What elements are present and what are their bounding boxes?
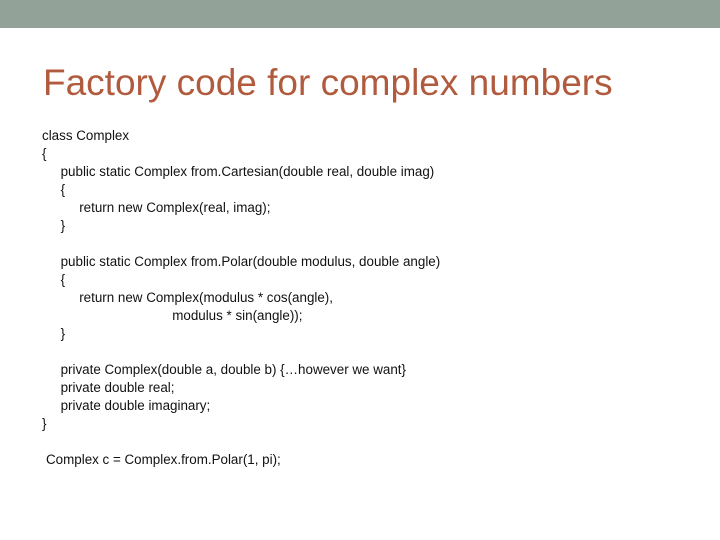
code-line: } — [42, 416, 47, 431]
code-block — [42, 127, 702, 433]
blank-line — [42, 343, 702, 361]
code-line: public static Complex from.Cartesian(double real, double imag) — [42, 164, 435, 179]
code-line: return new Complex(modulus * cos(angle), — [42, 290, 333, 305]
usage-example-line: Complex c = Complex.from.Polar(1, pi); — [46, 452, 281, 467]
code-line: private Complex(double a, double b) {…however we want} — [42, 362, 406, 377]
code-line: public static Complex from.Polar(double modulus, double angle) — [42, 254, 441, 269]
top-accent-bar — [0, 0, 720, 28]
code-line: private double real; — [42, 380, 175, 395]
slide-title: Factory code for complex numbers — [43, 62, 613, 103]
code-line: { — [42, 272, 66, 287]
blank-line — [42, 235, 702, 253]
code-line: return new Complex(real, imag); — [42, 200, 271, 215]
code-line: } — [42, 326, 66, 341]
code-line: } — [42, 218, 66, 233]
code-line: { — [42, 182, 66, 197]
code-line: { — [42, 146, 47, 161]
code-line: private double imaginary; — [42, 398, 211, 413]
code-line: class Complex — [42, 128, 130, 143]
code-line: modulus * sin(angle)); — [42, 308, 303, 323]
